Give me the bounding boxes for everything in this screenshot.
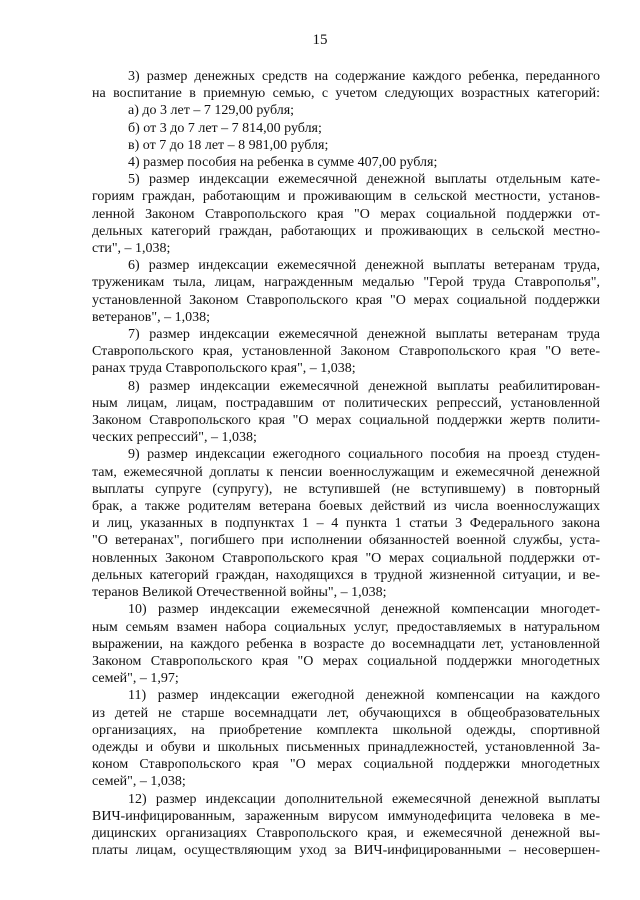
text-line: 12) размер индексации дополнительной ежемесячной денежной выплаты bbox=[128, 791, 600, 807]
text-line: в) от 7 до 18 лет – 8 981,00 рубля; bbox=[128, 137, 329, 153]
text-line: на воспитание в приемную семью, с учетом следующих возрастных категорий: bbox=[92, 86, 600, 102]
text-line: 5) размер индексации ежемесячной денежной выплаты отдельным кате- bbox=[128, 172, 600, 188]
text-line: дицинских организациях Ставропольского края, и ежемесячной денежной вы- bbox=[92, 825, 600, 841]
text-line: ческих репрессий", – 1,038; bbox=[92, 430, 257, 446]
text-line: там, ежемесячной доплаты к пенсии военнослужащим и ежемесячной денежной bbox=[92, 464, 600, 480]
text-line: 11) размер индексации ежегодной денежной компенсации на каждого bbox=[128, 688, 600, 704]
text-line: и лиц, указанных в подпунктах 1 – 4 пункта 1 статьи 3 Федерального закона bbox=[92, 516, 600, 532]
text-line: Ставропольского края, установленной Законом Ставропольского края "О вете- bbox=[92, 344, 600, 360]
text-line: "О ветеранах", погибшего при исполнении обязанностей военной службы, уста- bbox=[92, 533, 600, 549]
text-line: платы лицам, осуществляющим уход за ВИЧ-инфицированными – несовершен- bbox=[92, 843, 600, 859]
text-line: одежды и обуви и школьных письменных принадлежностей, установленной За- bbox=[92, 739, 600, 755]
text-line: организациях, на приобретение комплекта школьной одежды, спортивной bbox=[92, 722, 600, 738]
text-line: сти", – 1,038; bbox=[92, 241, 171, 257]
text-line: 6) размер индексации ежемесячной денежной выплаты ветеранам труда, bbox=[128, 258, 600, 274]
text-line: новленных Законом Ставропольского края "О мерах социальной поддержки от- bbox=[92, 550, 600, 566]
text-line: теранов Великой Отечественной войны", – 1,038; bbox=[92, 585, 387, 601]
text-line: 7) размер индексации ежемесячной денежной выплаты ветеранам труда bbox=[128, 327, 600, 343]
text-line: выражении, на каждого ребенка в возрасте до восемнадцати лет, установленной bbox=[92, 636, 600, 652]
text-line: Законом Ставропольского края "О мерах социальной поддержки жертв полити- bbox=[92, 413, 600, 429]
text-line: труженикам тыла, лицам, награжденным медалью "Герой труда Ставрополья", bbox=[92, 275, 600, 291]
text-line: гориям граждан, работающим и проживающим в сельской местности, установ- bbox=[92, 189, 600, 205]
text-line: дельных категорий граждан, работающих и проживающих в сельской местно- bbox=[92, 223, 600, 239]
text-line: а) до 3 лет – 7 129,00 рубля; bbox=[128, 103, 295, 119]
text-line: ленной Законом Ставропольского края "О мерах социальной поддержки от- bbox=[92, 206, 600, 222]
text-line: дельных категорий граждан, находящихся в трудной жизненной ситуации, и ве- bbox=[92, 567, 600, 583]
text-line: ранах труда Ставропольского края", – 1,038; bbox=[92, 361, 356, 377]
text-line: из детей не старше восемнадцати лет, обучающихся в общеобразовательных bbox=[92, 705, 600, 721]
text-line: семей", – 1,97; bbox=[92, 671, 179, 687]
text-line: семей", – 1,038; bbox=[92, 774, 186, 790]
text-line: 3) размер денежных средств на содержание каждого ребенка, переданного bbox=[128, 69, 600, 84]
text-line: 8) размер индексации ежемесячной денежной выплаты реабилитирован- bbox=[128, 378, 600, 394]
text-line: ным лицам, лицам, пострадавшим от политических репрессий, установленной bbox=[92, 395, 600, 411]
text-line: установленной Законом Ставропольского края "О мерах социальной поддержки bbox=[92, 292, 600, 308]
text-line: ветеранов", – 1,038; bbox=[92, 309, 210, 325]
text-line: коном Ставропольского края "О мерах социальной поддержки многодетных bbox=[92, 757, 600, 773]
text-line: ным семьям взамен набора социальных услуг, предоставляемых в натуральном bbox=[92, 619, 600, 635]
text-line: 9) размер индексации ежегодного социального пособия на проезд студен- bbox=[128, 447, 600, 463]
page-number: 15 bbox=[312, 32, 328, 48]
text-line: б) от 3 до 7 лет – 7 814,00 рубля; bbox=[128, 120, 322, 136]
document-body bbox=[92, 68, 600, 859]
text-line: выплаты супруге (супругу), не вступившей (не вступившему) в повторный bbox=[92, 481, 600, 497]
text-line: ВИЧ-инфицированным, зараженным вирусом иммунодефицита человека в ме- bbox=[92, 808, 600, 824]
text-line: брак, а также родителям ветерана боевых действий из числа военнослужащих bbox=[92, 499, 600, 515]
text-line: 4) размер пособия на ребенка в сумме 407,00 рубля; bbox=[128, 155, 438, 171]
text-line: Законом Ставропольского края "О мерах социальной поддержки многодетных bbox=[92, 653, 600, 669]
text-line: 10) размер индексации ежемесячной денежной компенсации многодет- bbox=[128, 602, 600, 618]
